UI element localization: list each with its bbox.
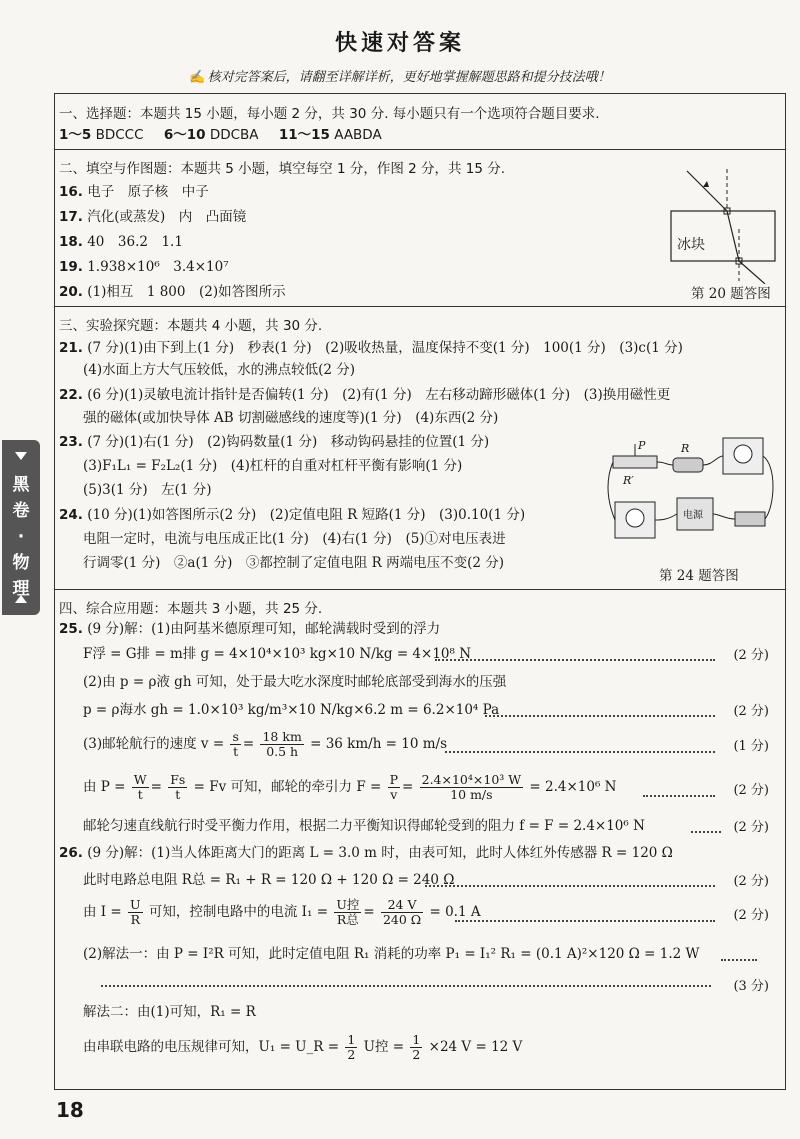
q25-score-2: (2 分) (733, 704, 769, 719)
fill-item-16 (59, 182, 209, 202)
item-text: (4)水面上方大气压较低，水的沸点较低(2 分) (83, 362, 356, 378)
fraction (230, 730, 240, 759)
power-box-label: 电源 (683, 510, 703, 521)
exp-line-3 (59, 385, 670, 405)
formula-text: = 2.4×10⁶ N (529, 779, 617, 795)
item-num: 19. (59, 259, 83, 275)
dot-leader (643, 795, 715, 797)
dot-leader (721, 959, 757, 961)
formula-text: (3)邮轮航行的速度 v = (83, 736, 225, 752)
q26-score-3: (3 分) (733, 979, 769, 994)
frac-top: 1 (347, 1032, 356, 1047)
frac-bot: R总 (336, 912, 359, 927)
subject-side-tab (2, 440, 40, 615)
q25-score-1: (2 分) (733, 648, 769, 663)
q25-line-7: 邮轮匀速直线航行时受平衡力作用，根据二力平衡知识得邮轮受到的阻力 f = F = 2.4×10⁶ N (83, 818, 645, 834)
exp-line-4 (83, 408, 498, 428)
item-text: (9 分)解：(1)当人体距离大门的距离 L = 3.0 m 时，由表可知，此时人体红外传感器 R = 120 Ω (87, 845, 673, 861)
section-choice-heading: 一、选择题：本题共 15 小题，每小题 2 分，共 30 分. 每小题只有一个选项符合题目要求. (59, 106, 600, 122)
item-text: 汽化(或蒸发) 内 凸面镜 (87, 209, 247, 225)
q25-score-4: (2 分) (733, 783, 769, 798)
frac-bot: 0.5 h (266, 744, 299, 759)
frac-top: 18 km (262, 729, 302, 744)
exp-line-10 (83, 553, 504, 573)
fill-item-18 (59, 232, 183, 252)
formula-text: = 36 km/h = 10 m/s (310, 736, 448, 752)
resistor (673, 458, 703, 472)
choice-range-2: 6～10 (163, 127, 206, 143)
item-text: (7 分)(1)右(1 分) (2)钩码数量(1 分) 移动钩码悬挂的位置(1 分) (87, 434, 490, 450)
choice-range-3: 11～15 (278, 127, 330, 143)
q26-line-6: 解法二：由(1)可知，R₁ = R (83, 1004, 256, 1020)
dot-leader (445, 751, 715, 753)
exp-line-6 (83, 456, 462, 476)
item-text: 电子 原子核 中子 (87, 184, 209, 200)
fraction (345, 1033, 357, 1062)
frac-bot: 2 (412, 1047, 421, 1062)
pen-icon: ✍ (189, 70, 206, 85)
item-text: (7 分)(1)由下到上(1 分) 秒表(1 分) (2)吸收热量，温度保持不变(1 分) 100(1 分) (3)c(1 分) (87, 340, 683, 356)
item-num: 16. (59, 184, 83, 200)
fraction (388, 773, 400, 802)
ray-arrow (703, 181, 709, 187)
resistor-label: R (681, 442, 690, 455)
q25-line-5: (3)邮轮航行的速度 v = $\frac{s}{t}$ = $\frac{18 km}{0.5 h}$ = 36 km/h = 10 m/s (83, 729, 448, 759)
item-text: 电阻一定时，电流与电压成正比(1 分) (4)右(1 分) (5)①对电压表进 (83, 531, 506, 547)
frac-bot: t (233, 744, 239, 759)
fraction (132, 773, 149, 802)
section-application (55, 589, 785, 1089)
formula-text: U控 = (363, 1039, 405, 1055)
item-num: 24. (59, 507, 83, 523)
q25-line-4: p = ρ海水 gh = 1.0×10³ kg/m³×10 N/kg×6.2 m = 6.2×10⁴ Pa (83, 702, 500, 718)
slider-label: P (638, 439, 646, 452)
dot-leader (691, 831, 721, 833)
item-text: 行调零(1 分) ②a(1 分) ③都控制了定值电阻 R 两端电压不变(2 分) (83, 555, 505, 571)
item-text: (1)相互 1 800 (2)如答图所示 (87, 284, 286, 300)
ammeter-dial (626, 509, 644, 527)
section-experiment (55, 306, 785, 590)
item-num: 22. (59, 387, 83, 403)
section-experiment-heading: 三、实验探究题：本题共 4 小题，共 30 分. (59, 318, 323, 334)
fill-item-17 (59, 207, 246, 227)
fraction (260, 730, 303, 759)
fraction (420, 773, 523, 802)
section-fill (55, 149, 785, 307)
fraction (410, 1033, 422, 1062)
q25-line-3: (2)由 p = ρ液 gh 可知，处于最大吃水深度时邮轮底部受到海水的压强 (83, 674, 507, 690)
frac-top: 2.4×10⁴×10³ W (421, 772, 522, 787)
q26-line-7 (83, 1029, 522, 1065)
fraction (381, 898, 423, 927)
formula-text: 可知，控制电路中的电流 I₁ = (148, 904, 329, 920)
item-num: 20. (59, 284, 83, 300)
rheostat-label: R′ (623, 474, 634, 487)
q26-line-3: 由 I = $\frac{U}{R}$ 可知，控制电路中的电流 I₁ = $\frac{\text{U控}}{\text{R总}}$ = $\frac{24 V}{240 \Omega}$ = 0.1 A (83, 897, 481, 927)
refracted-ray (727, 211, 739, 261)
frac-top: P (389, 772, 399, 787)
frac-bot: 240 Ω (382, 912, 422, 927)
choice-answers (59, 125, 382, 145)
formula-text: = 0.1 A (429, 904, 481, 920)
q26-line-2: 此时电路总电阻 R总 = R₁ + R = 120 Ω + 120 Ω = 240 Ω (83, 872, 455, 888)
emergent-ray (739, 261, 765, 284)
dot-leader (455, 920, 715, 922)
frac-bot: R (130, 912, 141, 927)
exp-line-8 (59, 505, 525, 525)
frac-top: W (133, 772, 147, 787)
rheostat (613, 456, 657, 468)
exp-line-1 (59, 338, 683, 358)
item-num: 21. (59, 340, 83, 356)
formula-text: 由串联电路的电压规律可知，U₁ = U_R = (83, 1039, 340, 1055)
frac-bot: t (175, 787, 181, 802)
arrow-up-icon (15, 595, 27, 603)
formula-text: ×24 V = 12 V (428, 1039, 523, 1055)
answer-frame (54, 93, 786, 1090)
q26-line-1 (59, 843, 673, 863)
q26-score-2: (2 分) (733, 908, 769, 923)
page-number: 18 (56, 1098, 84, 1122)
switch (735, 512, 765, 526)
ice-block (671, 211, 775, 261)
frac-top: 1 (412, 1032, 421, 1047)
figure-24-caption: 第 24 题答图 (659, 568, 739, 584)
item-text: (9 分)解：(1)由阿基米德原理可知，邮轮满载时受到的浮力 (87, 621, 441, 637)
item-text: (3)F₁L₁ = F₂L₂(1 分) (4)杠杆的自重对杠杆平衡有影响(1 分) (83, 458, 463, 474)
light-refraction-figure (665, 169, 781, 284)
exp-line-7 (83, 480, 212, 500)
q25-line-6: 由 P = $\frac{W}{t}$ = $\frac{Fs}{t}$ = Fv 可知，邮轮的牵引力 F = $\frac{P}{v}$ = $\frac{\text{2.4×10⁴×10³ W}}{10 m/s}$ = 2.4×10⁶ N (83, 772, 617, 802)
fraction (168, 773, 187, 802)
exp-line-2 (83, 360, 355, 380)
exp-line-5 (59, 432, 489, 452)
frac-bot: v (390, 787, 398, 802)
figure-20-caption: 第 20 题答图 (691, 286, 771, 302)
item-text: (6 分)(1)灵敏电流计指针是否偏转(1 分) (2)有(1 分) 左右移动蹄形磁体(1 分) (3)换用磁性更 (87, 387, 671, 403)
formula-text: = Fv 可知，邮轮的牵引力 F = (193, 779, 382, 795)
voltmeter-dial (734, 445, 752, 463)
section-fill-heading: 二、填空与作图题：本题共 5 小题，填空每空 1 分，作图 2 分，共 15 分. (59, 161, 506, 177)
item-num: 26. (59, 845, 83, 861)
frac-top: Fs (170, 772, 186, 787)
q25-line-2: F浮 = G排 = m排 g = 4×10⁴×10³ kg×10 N/kg = 4×10⁸ N (83, 646, 472, 662)
frac-top: U控 (336, 897, 360, 912)
frac-top: 24 V (381, 898, 423, 913)
exp-line-9 (83, 529, 506, 549)
subtitle-text: 核对完答案后，请翻至详解详析，更好地掌握解题思路和提分技法哦！ (207, 70, 611, 85)
fill-item-20 (59, 282, 286, 302)
fraction (334, 898, 361, 927)
page-title: 快速对答案 (334, 31, 465, 56)
formula-text: 由 P = (83, 779, 126, 795)
side-tab-text: 黑卷·物理 (12, 475, 30, 599)
dot-leader (425, 885, 715, 887)
item-text: (5)3(1 分) 左(1 分) (83, 482, 212, 498)
incident-ray (687, 171, 727, 211)
frac-bot: 10 m/s (450, 787, 493, 802)
choice-range-1: 1～5 (59, 127, 92, 143)
dot-leader (485, 715, 715, 717)
fill-item-19 (59, 257, 229, 277)
frac-bot: t (137, 787, 143, 802)
item-num: 23. (59, 434, 83, 450)
section-application-heading: 四、综合应用题：本题共 3 小题，共 25 分. (59, 601, 323, 617)
circuit-figure (607, 436, 779, 560)
item-text: (10 分)(1)如答图所示(2 分) (2)定值电阻 R 短路(1 分) (3)0.10(1 分) (87, 507, 526, 523)
fraction (128, 898, 143, 927)
q25-score-3: (1 分) (733, 739, 769, 754)
section-choice (55, 94, 785, 150)
choice-answers-2: DDCBA (209, 127, 259, 143)
dot-leader (101, 985, 711, 987)
q26-score-1: (2 分) (733, 874, 769, 889)
q25-line-1 (59, 619, 440, 639)
q26-line-4: (2)解法一：由 P = I²R 可知，此时定值电阻 R₁ 消耗的功率 P₁ = I₁² R₁ = (0.1 A)²×120 Ω = 1.2 W (83, 946, 700, 962)
item-text: 1.938×10⁶ 3.4×10⁷ (87, 259, 229, 275)
item-text: 40 36.2 1.1 (87, 234, 183, 250)
ice-label: 冰块 (677, 237, 705, 253)
item-num: 17. (59, 209, 83, 225)
choice-answers-3: AABDA (334, 127, 382, 143)
frac-bot: 2 (347, 1047, 356, 1062)
q25-score-5: (2 分) (733, 820, 769, 835)
frac-top: U (130, 897, 141, 912)
choice-answers-1: BDCCC (95, 127, 144, 143)
dot-leader (435, 659, 715, 661)
item-text: 强的磁体(或加快导体 AB 切割磁感线的速度等)(1 分) (4)东西(2 分) (83, 410, 499, 426)
item-num: 18. (59, 234, 83, 250)
item-num: 25. (59, 621, 83, 637)
formula-text: 由 I = (83, 904, 122, 920)
arrow-down-icon (15, 452, 27, 460)
frac-top: s (232, 729, 239, 744)
page-subtitle (0, 66, 800, 85)
